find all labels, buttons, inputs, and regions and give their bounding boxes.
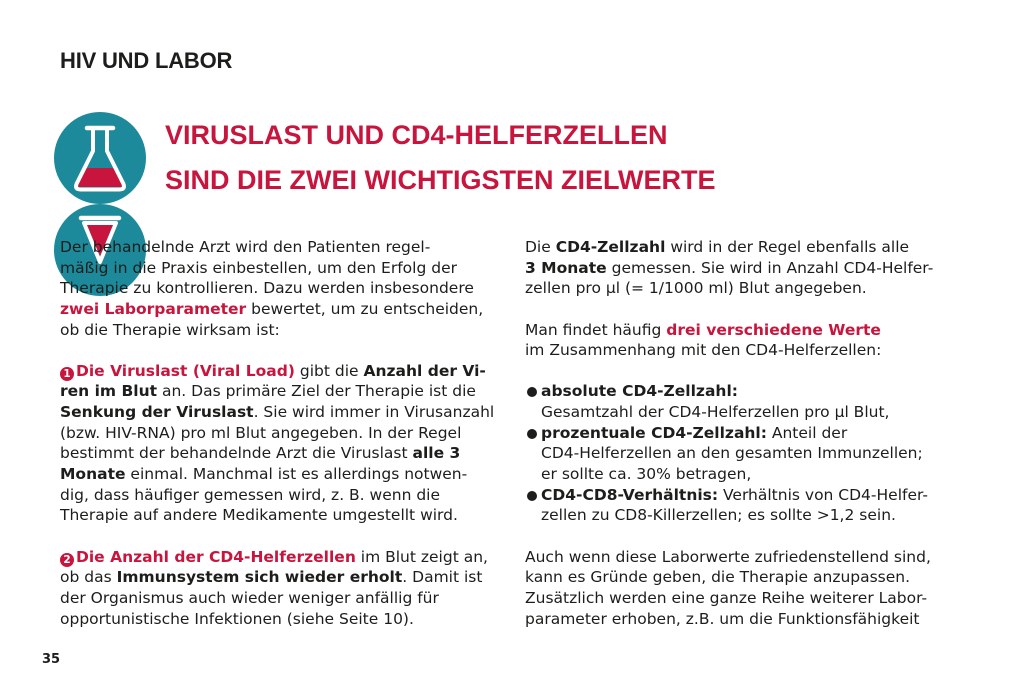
headline-line: VIRUSLAST UND CD4-HELFERZELLEN bbox=[165, 120, 668, 150]
bullet-list-item bbox=[525, 423, 995, 444]
body-text: an. Das primäre Ziel der Therapie ist die bbox=[157, 382, 476, 401]
bold-text: alle 3 bbox=[412, 444, 461, 463]
headline bbox=[165, 113, 716, 203]
text-line bbox=[60, 588, 505, 609]
blank-line bbox=[525, 299, 995, 320]
text-line bbox=[60, 320, 505, 341]
body-text: mäßig in die Praxis einbestellen, um den Erfolg der bbox=[60, 258, 457, 277]
body-text: gemessen. Sie wird in Anzahl CD4-Helfer- bbox=[606, 258, 934, 277]
blank-line bbox=[60, 340, 505, 361]
number-marker: 1 bbox=[60, 367, 74, 381]
text-line bbox=[60, 423, 505, 444]
body-text: gibt die bbox=[294, 361, 364, 380]
highlight-text: drei verschiedene Werte bbox=[666, 320, 881, 339]
text-line bbox=[525, 278, 995, 299]
text-line bbox=[60, 402, 505, 423]
flask-badge bbox=[54, 112, 146, 204]
body-text: Verhältnis von CD4-Helfer- bbox=[718, 485, 928, 504]
text-line bbox=[525, 505, 995, 526]
body-text: Gesamtzahl der CD4-Helferzellen pro µl Blut, bbox=[541, 403, 890, 422]
text-line bbox=[525, 443, 995, 464]
body-text: Zusätzlich werden eine ganze Reihe weiterer Labor- bbox=[525, 588, 928, 607]
body-text: im Zusammenhang mit den CD4-Helferzellen: bbox=[525, 341, 882, 360]
text-line bbox=[525, 588, 995, 609]
text-line bbox=[60, 547, 505, 568]
body-text: zellen pro µl (= 1/1000 ml) Blut angegeben. bbox=[525, 279, 867, 298]
bold-text: Anzahl der Vi- bbox=[363, 361, 486, 380]
text-line bbox=[525, 320, 995, 341]
bold-text: prozentuale CD4-Zellzahl: bbox=[541, 423, 767, 442]
text-line bbox=[525, 464, 995, 485]
blank-line bbox=[525, 361, 995, 382]
blank-line bbox=[60, 526, 505, 547]
bullet-icon bbox=[527, 387, 537, 397]
bold-text: Senkung der Viruslast bbox=[60, 403, 254, 422]
body-text: parameter erhoben, z.B. um die Funktionsfähigkeit bbox=[525, 609, 920, 628]
bold-text: CD4-Zellzahl bbox=[555, 238, 666, 256]
text-line bbox=[525, 402, 995, 423]
text-line bbox=[60, 381, 505, 402]
bullet-icon bbox=[527, 429, 537, 439]
highlight-text: Die Viruslast (Viral Load) bbox=[76, 361, 295, 380]
body-text: opportunistische Infektionen (siehe Seite 10). bbox=[60, 609, 414, 628]
right-text-column bbox=[525, 237, 995, 629]
bold-text: absolute CD4-Zellzahl: bbox=[541, 382, 738, 401]
blank-line bbox=[525, 526, 995, 547]
body-text: Man findet häufig bbox=[525, 320, 667, 339]
text-line bbox=[525, 237, 995, 258]
body-text: ob das bbox=[60, 568, 117, 587]
body-text: bewertet, um zu entscheiden, bbox=[246, 299, 484, 318]
body-text: der Organismus auch wieder weniger anfällig für bbox=[60, 588, 439, 607]
bold-text: ren im Blut bbox=[60, 382, 158, 401]
text-line bbox=[525, 567, 995, 588]
text-line bbox=[60, 299, 505, 320]
bold-text: Monate bbox=[60, 465, 126, 484]
highlight-text: zwei Laborparameter bbox=[60, 299, 247, 318]
bold-text: 3 Monate bbox=[525, 258, 607, 277]
body-text: CD4-Helferzellen an den gesamten Immunzellen; bbox=[541, 444, 923, 463]
text-line bbox=[60, 567, 505, 588]
page-number: 35 bbox=[42, 652, 61, 667]
text-line bbox=[60, 278, 505, 299]
body-text: bestimmt der behandelnde Arzt die Viruslast bbox=[60, 444, 413, 463]
bold-text: CD4-CD8-Verhältnis: bbox=[541, 485, 719, 504]
text-line bbox=[60, 361, 505, 382]
body-text: Der behandelnde Arzt wird den Patienten regel- bbox=[60, 238, 431, 256]
bullet-list-item bbox=[525, 485, 995, 506]
body-text: er sollte ca. 30% betragen, bbox=[541, 465, 752, 484]
text-line bbox=[60, 505, 505, 526]
body-text: einmal. Manchmal ist es allerdings notwen- bbox=[125, 465, 468, 484]
left-text-column bbox=[60, 237, 505, 629]
bullet-list-item bbox=[525, 381, 995, 402]
body-text: Anteil der bbox=[766, 423, 848, 442]
body-text: wird in der Regel ebenfalls alle bbox=[665, 238, 910, 256]
text-line bbox=[60, 485, 505, 506]
number-marker: 2 bbox=[60, 553, 74, 567]
text-line bbox=[525, 258, 995, 279]
body-text: kann es Gründe geben, die Therapie anzupassen. bbox=[525, 568, 911, 587]
flask-icon bbox=[54, 112, 146, 204]
text-line bbox=[525, 340, 995, 361]
body-text: Auch wenn diese Laborwerte zufriedenstellend sind, bbox=[525, 547, 931, 566]
text-line bbox=[60, 237, 505, 258]
body-text: (bzw. HIV-RNA) pro ml Blut angegeben. In der Regel bbox=[60, 423, 462, 442]
text-line bbox=[525, 547, 995, 568]
highlight-text: Die Anzahl der CD4-Helferzellen bbox=[76, 547, 356, 566]
body-text: Die bbox=[525, 238, 556, 256]
body-text: Therapie auf andere Medikamente umgestellt wird. bbox=[60, 506, 458, 525]
section-header: HIV UND LABOR bbox=[60, 48, 233, 73]
body-text: zellen zu CD8-Killerzellen; es sollte >1,2 sein. bbox=[541, 506, 896, 525]
text-line bbox=[60, 609, 505, 630]
bullet-icon bbox=[527, 491, 537, 501]
body-text: . Sie wird immer in Virusanzahl bbox=[253, 403, 495, 422]
body-text: . Damit ist bbox=[402, 568, 483, 587]
bold-text: Immunsystem sich wieder erholt bbox=[116, 568, 403, 587]
body-text: Therapie zu kontrollieren. Dazu werden insbesondere bbox=[60, 279, 474, 298]
headline-line: SIND DIE ZWEI WICHTIGSTEN ZIELWERTE bbox=[165, 165, 716, 195]
body-text: im Blut zeigt an, bbox=[355, 547, 488, 566]
text-line bbox=[60, 443, 505, 464]
text-line bbox=[60, 258, 505, 279]
text-line bbox=[60, 464, 505, 485]
body-text: dig, dass häufiger gemessen wird, z. B. wenn die bbox=[60, 485, 441, 504]
text-line bbox=[525, 609, 995, 630]
body-text: ob die Therapie wirksam ist: bbox=[60, 320, 280, 339]
